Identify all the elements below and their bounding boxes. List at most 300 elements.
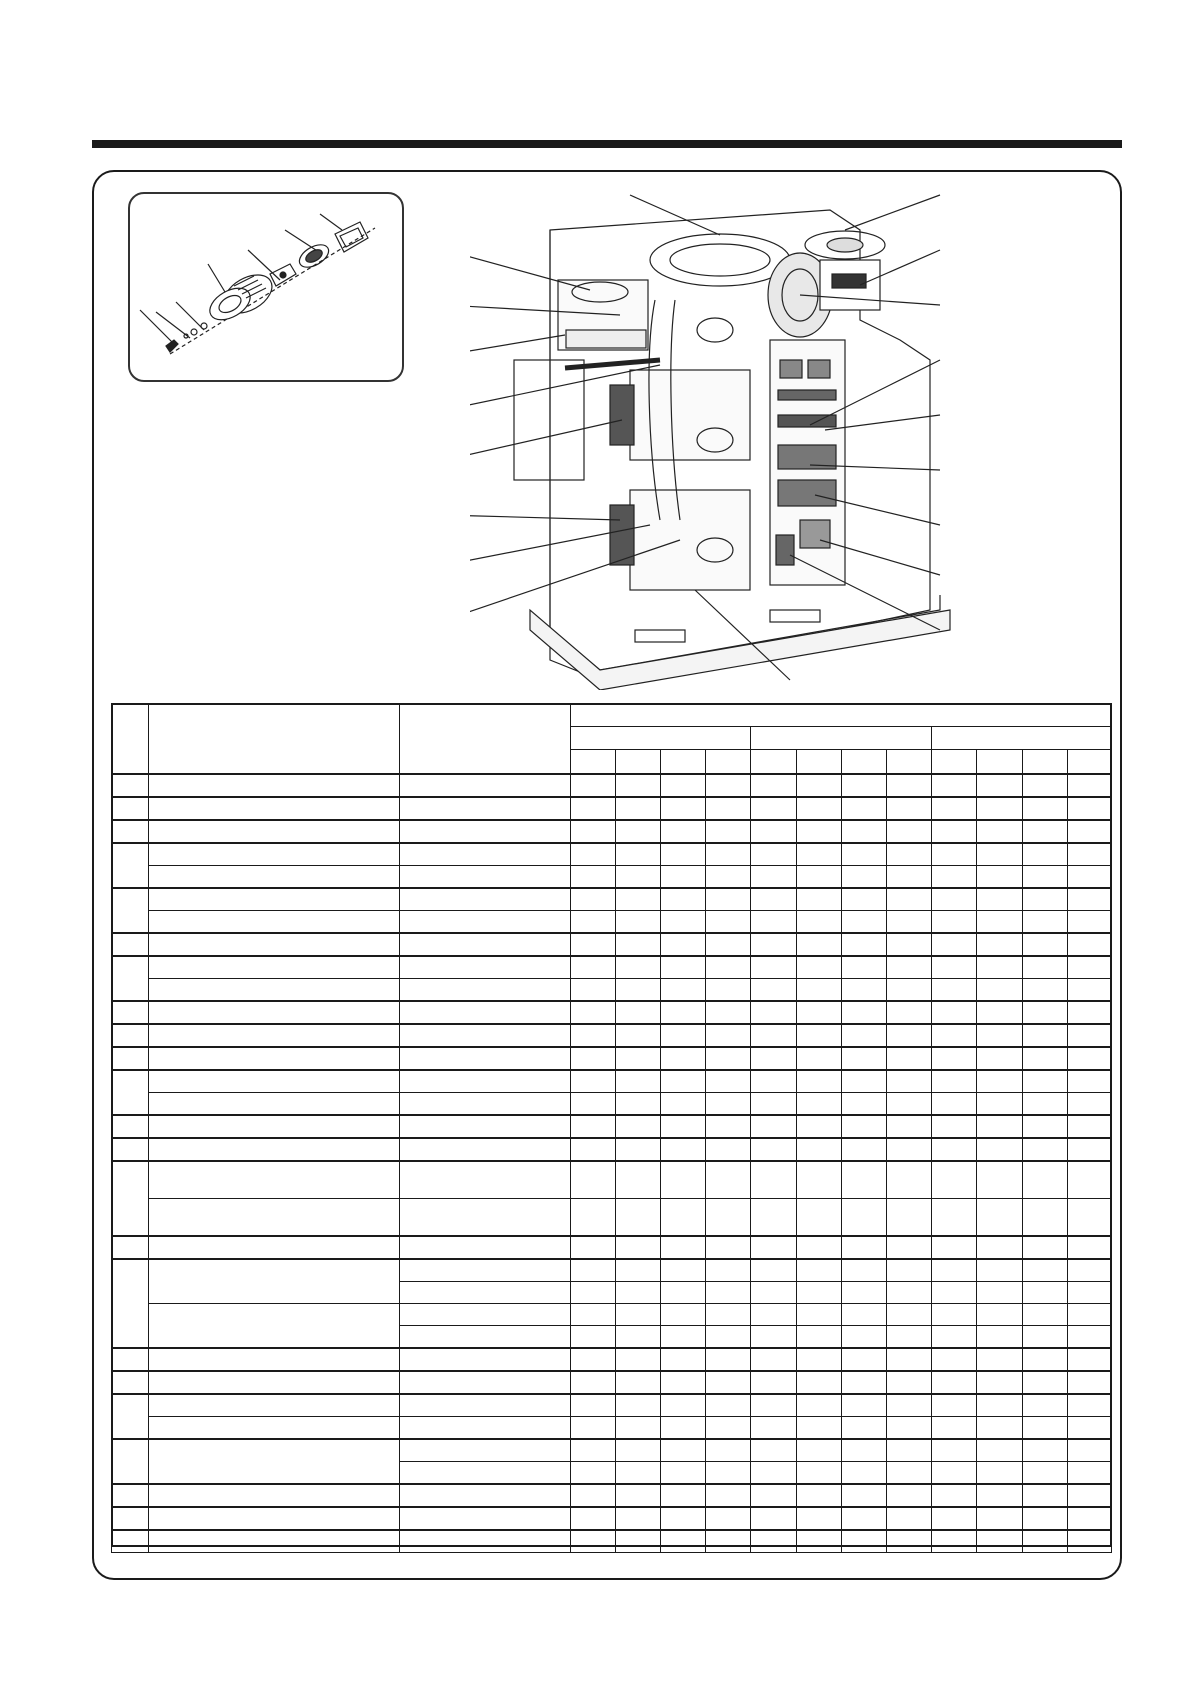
quantity-cell [887, 866, 932, 889]
quantity-cell [841, 1115, 886, 1138]
part-number-cell [400, 1001, 571, 1024]
part-name-cell [149, 979, 400, 1002]
quantity-cell [1067, 797, 1111, 820]
quantity-cell [706, 1371, 751, 1394]
quantity-cell [932, 1047, 977, 1070]
quantity-cell [615, 1115, 660, 1138]
quantity-cell [977, 1138, 1022, 1161]
quantity-cell [661, 1047, 706, 1070]
quantity-cell [932, 797, 977, 820]
quantity-cell [706, 1047, 751, 1070]
part-name-cell [149, 1047, 400, 1070]
quantity-cell [615, 1199, 660, 1237]
quantity-cell [1067, 1282, 1111, 1304]
quantity-cell [1067, 1236, 1111, 1259]
table-row [112, 1024, 1112, 1047]
compressor-unit-figure [470, 190, 1030, 690]
quantity-cell [932, 843, 977, 866]
part-number-cell [400, 1259, 571, 1282]
quantity-cell [932, 1394, 977, 1417]
part-name-cell [149, 1199, 400, 1237]
quantity-cell [977, 1462, 1022, 1485]
quantity-cell [1022, 1507, 1067, 1530]
quantity-cell [887, 774, 932, 797]
quantity-cell [1067, 1138, 1111, 1161]
quantity-cell [796, 1371, 841, 1394]
quantity-cell [570, 843, 615, 866]
quantity-cell [570, 1507, 615, 1530]
quantity-cell [841, 911, 886, 934]
quantity-cell [796, 1462, 841, 1485]
quantity-cell [615, 1462, 660, 1485]
quantity-cell [1022, 1282, 1067, 1304]
quantity-cell [887, 1236, 932, 1259]
quantity-cell [1067, 1348, 1111, 1371]
quantity-cell [932, 1530, 977, 1553]
quantity-cell [706, 1462, 751, 1485]
quantity-cell [615, 1417, 660, 1440]
part-name-cell [149, 1093, 400, 1116]
table-row [112, 888, 1112, 911]
quantity-cell [977, 866, 1022, 889]
quantity-cell [932, 866, 977, 889]
item-no-cell [112, 1138, 149, 1161]
quantity-cell [751, 1348, 796, 1371]
quantity-cell [887, 1115, 932, 1138]
quantity-cell [751, 1484, 796, 1507]
quantity-cell [887, 1282, 932, 1304]
quantity-cell [706, 797, 751, 820]
item-no-cell [112, 820, 149, 843]
quantity-cell [1022, 956, 1067, 979]
quantity-cell [796, 979, 841, 1002]
quantity-cell [977, 1024, 1022, 1047]
table-row [112, 1348, 1112, 1371]
quantity-cell [1022, 1024, 1067, 1047]
quantity-cell [570, 1371, 615, 1394]
header-group-cell [570, 727, 751, 750]
quantity-cell [887, 1417, 932, 1440]
quantity-cell [1022, 1199, 1067, 1237]
quantity-cell [887, 979, 932, 1002]
quantity-cell [796, 1417, 841, 1440]
item-no-cell [112, 1371, 149, 1394]
part-number-cell [400, 911, 571, 934]
quantity-cell [796, 1507, 841, 1530]
part-name-cell [149, 774, 400, 797]
quantity-cell [570, 1138, 615, 1161]
part-number-cell [400, 1507, 571, 1530]
quantity-cell [570, 1530, 615, 1553]
quantity-cell [570, 1047, 615, 1070]
quantity-cell [887, 1484, 932, 1507]
quantity-cell [615, 1326, 660, 1349]
part-name-cell [149, 1371, 400, 1394]
table-row [112, 1507, 1112, 1530]
quantity-cell [661, 888, 706, 911]
quantity-cell [706, 1236, 751, 1259]
quantity-cell [706, 1161, 751, 1199]
quantity-cell [1067, 1115, 1111, 1138]
quantity-cell [977, 888, 1022, 911]
quantity-cell [1022, 1326, 1067, 1349]
quantity-cell [977, 1304, 1022, 1326]
quantity-cell [887, 1259, 932, 1282]
quantity-cell [751, 1138, 796, 1161]
quantity-cell [841, 1070, 886, 1093]
quantity-cell [1022, 820, 1067, 843]
quantity-cell [1022, 1236, 1067, 1259]
header-partno-cell [400, 704, 571, 775]
quantity-cell [841, 1371, 886, 1394]
quantity-cell [615, 1047, 660, 1070]
table-row [112, 820, 1112, 843]
quantity-cell [751, 1024, 796, 1047]
part-number-cell [400, 1138, 571, 1161]
item-no-cell [112, 1394, 149, 1439]
quantity-cell [615, 1484, 660, 1507]
quantity-cell [661, 956, 706, 979]
quantity-cell [751, 820, 796, 843]
quantity-cell [796, 1161, 841, 1199]
quantity-cell [932, 1507, 977, 1530]
quantity-cell [570, 888, 615, 911]
quantity-cell [977, 1530, 1022, 1553]
quantity-cell [841, 1259, 886, 1282]
header-group-cell [751, 727, 932, 750]
quantity-cell [706, 1070, 751, 1093]
quantity-cell [1022, 1439, 1067, 1462]
item-no-cell [112, 1530, 149, 1553]
quantity-cell [1067, 843, 1111, 866]
quantity-cell [796, 1259, 841, 1282]
quantity-cell [615, 1507, 660, 1530]
quantity-cell [796, 1236, 841, 1259]
quantity-cell [977, 1484, 1022, 1507]
quantity-cell [661, 866, 706, 889]
quantity-cell [751, 1439, 796, 1462]
quantity-cell [751, 1115, 796, 1138]
quantity-cell [661, 1326, 706, 1349]
quantity-cell [615, 1530, 660, 1553]
quantity-cell [661, 1259, 706, 1282]
quantity-cell [661, 1236, 706, 1259]
quantity-cell [706, 1199, 751, 1237]
quantity-cell [661, 774, 706, 797]
quantity-cell [1022, 1161, 1067, 1199]
quantity-cell [841, 797, 886, 820]
quantity-cell [932, 956, 977, 979]
quantity-cell [1067, 1070, 1111, 1093]
quantity-cell [751, 1417, 796, 1440]
quantity-cell [887, 1439, 932, 1462]
quantity-cell [796, 1199, 841, 1237]
quantity-cell [751, 1394, 796, 1417]
table-row [112, 1093, 1112, 1116]
item-no-cell [112, 1070, 149, 1115]
table-row [112, 1439, 1112, 1462]
quantity-cell [796, 866, 841, 889]
table-row [112, 911, 1112, 934]
quantity-cell [570, 1001, 615, 1024]
quantity-cell [796, 1282, 841, 1304]
quantity-cell [1022, 797, 1067, 820]
quantity-cell [706, 1507, 751, 1530]
quantity-cell [751, 843, 796, 866]
item-no-cell [112, 1236, 149, 1259]
quantity-cell [796, 774, 841, 797]
quantity-cell [570, 1115, 615, 1138]
quantity-cell [932, 1462, 977, 1485]
quantity-cell [661, 1394, 706, 1417]
item-no-cell [112, 1439, 149, 1484]
quantity-cell [661, 1530, 706, 1553]
quantity-cell [841, 1530, 886, 1553]
header-rule [92, 140, 1122, 148]
item-no-cell [112, 797, 149, 820]
quantity-cell [706, 1304, 751, 1326]
item-no-cell [112, 1259, 149, 1348]
quantity-cell [796, 888, 841, 911]
quantity-cell [570, 1484, 615, 1507]
quantity-cell [615, 1138, 660, 1161]
quantity-cell [841, 1001, 886, 1024]
quantity-cell [977, 956, 1022, 979]
quantity-cell [841, 1161, 886, 1199]
quantity-cell [706, 888, 751, 911]
quantity-cell [615, 797, 660, 820]
part-name-cell [149, 911, 400, 934]
table-row [112, 1304, 1112, 1326]
quantity-cell [615, 1394, 660, 1417]
part-name-cell [149, 1530, 400, 1553]
quantity-cell [570, 1093, 615, 1116]
inset-figure [128, 192, 404, 382]
quantity-cell [932, 1161, 977, 1199]
quantity-cell [661, 1304, 706, 1326]
quantity-cell [932, 933, 977, 956]
quantity-cell [1022, 1530, 1067, 1553]
quantity-cell [1022, 1115, 1067, 1138]
table-row [112, 1236, 1112, 1259]
quantity-cell [570, 1161, 615, 1199]
item-no-cell [112, 1507, 149, 1530]
quantity-cell [841, 1417, 886, 1440]
quantity-cell [796, 956, 841, 979]
quantity-cell [1067, 1394, 1111, 1417]
part-name-cell [149, 1417, 400, 1440]
quantity-cell [751, 1236, 796, 1259]
quantity-cell [841, 956, 886, 979]
quantity-cell [706, 1115, 751, 1138]
part-number-cell [400, 1439, 571, 1462]
quantity-cell [977, 1236, 1022, 1259]
quantity-cell [841, 1348, 886, 1371]
quantity-cell [661, 911, 706, 934]
part-number-cell [400, 1371, 571, 1394]
quantity-cell [615, 956, 660, 979]
part-name-cell [149, 1394, 400, 1417]
quantity-cell [841, 1326, 886, 1349]
quantity-cell [1067, 1001, 1111, 1024]
quantity-cell [977, 1093, 1022, 1116]
quantity-cell [706, 1439, 751, 1462]
quantity-cell [615, 888, 660, 911]
quantity-cell [661, 1115, 706, 1138]
quantity-cell [706, 1024, 751, 1047]
item-no-cell [112, 843, 149, 888]
quantity-cell [1022, 1001, 1067, 1024]
item-no-cell [112, 1001, 149, 1024]
quantity-cell [932, 911, 977, 934]
quantity-cell [796, 843, 841, 866]
quantity-cell [661, 1484, 706, 1507]
quantity-cell [1067, 1462, 1111, 1485]
quantity-cell [1022, 1348, 1067, 1371]
quantity-cell [841, 774, 886, 797]
part-number-cell [400, 956, 571, 979]
table-row [112, 1394, 1112, 1417]
part-name-cell [149, 1439, 400, 1484]
quantity-cell [570, 1304, 615, 1326]
table-row [112, 1047, 1112, 1070]
quantity-cell [796, 1070, 841, 1093]
quantity-cell [841, 933, 886, 956]
quantity-cell [751, 1462, 796, 1485]
quantity-cell [615, 774, 660, 797]
quantity-cell [751, 1304, 796, 1326]
quantity-cell [1067, 979, 1111, 1002]
table-row [112, 933, 1112, 956]
part-name-cell [149, 1115, 400, 1138]
part-name-cell [149, 820, 400, 843]
quantity-cell [570, 933, 615, 956]
air-filter-exploded-icon [130, 194, 406, 384]
quantity-cell [796, 1439, 841, 1462]
quantity-cell [661, 1462, 706, 1485]
quantity-cell [887, 1304, 932, 1326]
quantity-cell [841, 1093, 886, 1116]
quantity-cell [706, 1001, 751, 1024]
part-number-cell [400, 1161, 571, 1199]
quantity-cell [751, 888, 796, 911]
quantity-cell [1067, 820, 1111, 843]
quantity-cell [570, 1236, 615, 1259]
quantity-cell [1022, 911, 1067, 934]
part-name-cell [149, 1484, 400, 1507]
part-number-cell [400, 843, 571, 866]
quantity-cell [887, 820, 932, 843]
quantity-cell [887, 1093, 932, 1116]
quantity-cell [706, 1394, 751, 1417]
quantity-cell [615, 1093, 660, 1116]
quantity-cell [796, 933, 841, 956]
quantity-cell [751, 797, 796, 820]
quantity-cell [615, 1371, 660, 1394]
quantity-cell [841, 1024, 886, 1047]
quantity-cell [841, 888, 886, 911]
quantity-cell [661, 1371, 706, 1394]
quantity-cell [1067, 1093, 1111, 1116]
quantity-cell [977, 1161, 1022, 1199]
quantity-cell [977, 1282, 1022, 1304]
quantity-cell [841, 1439, 886, 1462]
item-no-cell [112, 1115, 149, 1138]
quantity-cell [615, 1024, 660, 1047]
quantity-cell [1067, 1161, 1111, 1199]
quantity-cell [570, 1439, 615, 1462]
quantity-cell [661, 1282, 706, 1304]
quantity-cell [570, 1326, 615, 1349]
quantity-cell [661, 1001, 706, 1024]
quantity-cell [706, 933, 751, 956]
quantity-cell [1067, 866, 1111, 889]
quantity-cell [796, 1326, 841, 1349]
item-no-cell [112, 1047, 149, 1070]
quantity-cell [977, 797, 1022, 820]
quantity-cell [751, 1047, 796, 1070]
quantity-cell [841, 1507, 886, 1530]
quantity-cell [615, 1161, 660, 1199]
part-name-cell [149, 843, 400, 866]
part-number-cell [400, 1282, 571, 1304]
quantity-cell [932, 1282, 977, 1304]
quantity-cell [615, 1070, 660, 1093]
quantity-cell [796, 1138, 841, 1161]
quantity-cell [751, 911, 796, 934]
quantity-cell [1022, 1304, 1067, 1326]
quantity-cell [1022, 774, 1067, 797]
quantity-cell [570, 1417, 615, 1440]
part-name-cell [149, 1138, 400, 1161]
part-number-cell [400, 1236, 571, 1259]
quantity-cell [887, 888, 932, 911]
quantity-cell [977, 1047, 1022, 1070]
quantity-cell [796, 820, 841, 843]
quantity-cell [615, 1282, 660, 1304]
quantity-cell [977, 1371, 1022, 1394]
quantity-cell [977, 911, 1022, 934]
quantity-cell [932, 1236, 977, 1259]
part-number-cell [400, 1199, 571, 1237]
quantity-cell [570, 979, 615, 1002]
quantity-cell [751, 1199, 796, 1237]
quantity-cell [570, 1070, 615, 1093]
quantity-cell [841, 820, 886, 843]
quantity-cell [977, 933, 1022, 956]
quantity-cell [887, 1530, 932, 1553]
quantity-cell [932, 1138, 977, 1161]
quantity-cell [977, 1417, 1022, 1440]
part-number-cell [400, 888, 571, 911]
quantity-cell [887, 933, 932, 956]
quantity-cell [706, 1326, 751, 1349]
part-name-cell [149, 1161, 400, 1199]
quantity-cell [661, 933, 706, 956]
quantity-cell [932, 774, 977, 797]
quantity-cell [615, 979, 660, 1002]
quantity-cell [887, 797, 932, 820]
quantity-cell [932, 1001, 977, 1024]
quantity-cell [1067, 1530, 1111, 1553]
table-row [112, 956, 1112, 979]
part-number-cell [400, 1394, 571, 1417]
quantity-cell [1067, 1024, 1111, 1047]
quantity-cell [841, 979, 886, 1002]
quantity-cell [932, 1371, 977, 1394]
quantity-cell [1067, 933, 1111, 956]
quantity-cell [932, 1439, 977, 1462]
